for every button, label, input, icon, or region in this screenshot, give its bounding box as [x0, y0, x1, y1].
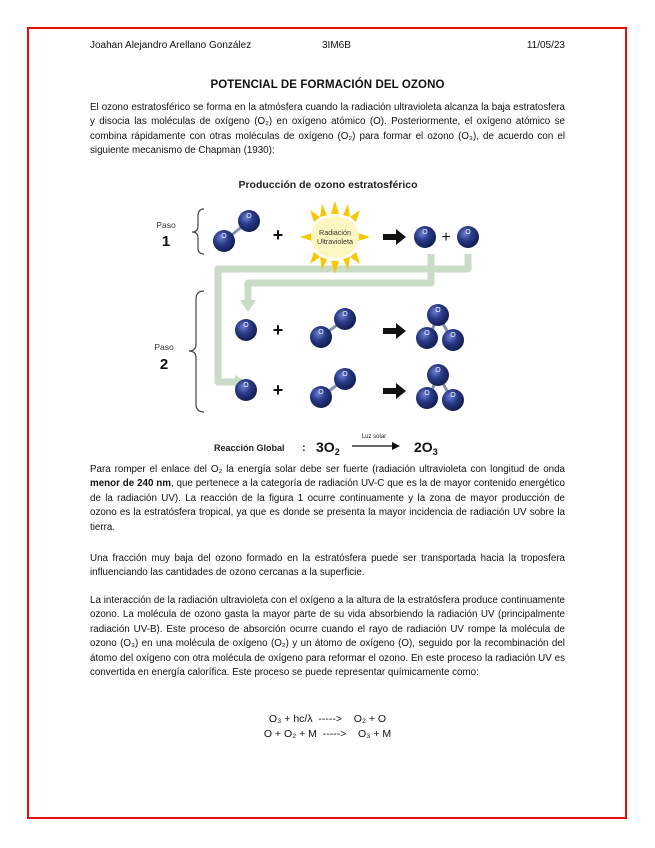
global-arrow-head: [392, 442, 400, 450]
page-header: [90, 40, 565, 54]
sun-label-line2: Ultravioleta: [317, 237, 353, 246]
svg-text:O: O: [422, 229, 428, 236]
global-reactant: $3O_2$: [316, 439, 340, 457]
svg-text:O: O: [450, 332, 456, 339]
svg-text:O: O: [342, 311, 348, 318]
step1-number: 1: [161, 233, 171, 250]
svg-text:O: O: [246, 213, 252, 220]
document-title: POTENCIAL DE FORMACIÓN DEL OZONO: [210, 79, 445, 91]
svg-text:O: O: [424, 330, 430, 337]
svg-text:O: O: [465, 229, 471, 236]
plus-sign: +: [272, 225, 284, 245]
flow-arrow-right: [248, 254, 431, 300]
svg-text:O: O: [243, 382, 249, 389]
svg-text:O: O: [342, 371, 348, 378]
reaction-arrow-3: [383, 383, 406, 399]
svg-text:O: O: [435, 307, 441, 314]
header-author: Joahan Alejandro Arellano González: [90, 40, 252, 51]
svg-text:O: O: [318, 389, 324, 396]
svg-text:O: O: [243, 322, 249, 329]
svg-text:O: O: [435, 367, 441, 374]
sun-label-line1: Radiación: [319, 228, 351, 237]
equation-1: O₃ + hc/λ -----> O₂ + O: [268, 713, 387, 725]
o2-molecule: [310, 308, 356, 348]
step2-number: 2: [159, 356, 169, 373]
step2-word: Paso: [154, 342, 174, 352]
oxygen-atom: [235, 319, 257, 341]
global-reaction-colon: :: [302, 442, 306, 454]
p2-text-before: Para romper el enlace del O₂ la energía solar debe ser fuerte (radiación ultravioleta con longitud de onda: [90, 464, 565, 475]
figure-title: Producción de ozono estratosférico: [238, 179, 418, 191]
o3-molecule: [416, 304, 464, 351]
header-group: 3IM6B: [322, 40, 351, 51]
oxygen-atom: [235, 379, 257, 401]
svg-text:O: O: [424, 390, 430, 397]
plus-sign: +: [272, 320, 284, 340]
step1-word: Paso: [156, 220, 176, 230]
paragraph-uv-energy: [90, 463, 565, 535]
oxygen-atom: [457, 226, 479, 248]
global-reaction-label: Reacción Global: [214, 443, 285, 453]
oxygen-atom: [414, 226, 436, 248]
reaction-arrow-2: [383, 323, 406, 339]
svg-text:O: O: [221, 233, 227, 240]
reaction-arrow-1: [383, 229, 406, 245]
brace-step1: [192, 209, 204, 254]
plus-sign: +: [272, 380, 284, 400]
flow-arrow-heads: [235, 300, 256, 389]
p2-bold-wavelength: menor de 240 nm: [90, 478, 171, 490]
plus-sign: +: [441, 229, 451, 246]
paragraph-uv-interaction: La interacción de la radiación ultravioleta con el oxígeno a la altura de la estratósfera produce continuamente ozono. La molécula de ozono gasta la mayor parte de su vida absorbiendo la radiación UV (principalmente radiación UV-B). Este proceso de absorción ocurre cuando el rayo de radiación UV rompe la molécula de ozono (O₃) en una molécula de oxígeno (O₂) y un átomo de oxígeno (O), seguido por la recombinación del átomo del oxígeno con otra molécula de oxígeno para reformar el ozono. En este proceso la radiación UV es convertida en energía calorífica. Este proceso se puede representar químicamente como:: [90, 595, 565, 679]
o3-molecule: [416, 364, 464, 411]
arrow-label-luz-solar: Luz solar: [361, 434, 387, 440]
ozone-production-figure: [138, 176, 518, 460]
o2-molecule: [310, 368, 356, 408]
svg-text:O: O: [318, 329, 324, 336]
paragraph-troposphere: Una fracción muy baja del ozono formado en la estratósfera puede ser transportada hacia la troposfera influenciando las cantidades de ozono cercanas a la superficie.: [90, 553, 565, 579]
header-date: 11/05/23: [526, 40, 565, 51]
global-product: $2O_3$: [414, 439, 438, 457]
o2-molecule: [213, 210, 260, 252]
equation-2: O + O₂ + M -----> O₃ + M: [263, 728, 392, 740]
paragraph-intro: El ozono estratosférico se forma en la atmósfera cuando la radiación ultravioleta alcanza la baja estratosfera y disocia las moléculas de oxígeno (O₂) en oxígeno atómico (O). Posteriormente, el oxígeno atómico se combina rápidamente con otras moléculas de oxígeno (O₂) para formar el ozono (O₃), de acuerdo con el siguiente mecanismo de Chapman (1930):: [90, 102, 565, 157]
svg-text:O: O: [450, 392, 456, 399]
brace-step2: [189, 291, 204, 412]
p2-text-after: , que pertenece a la categoría de radiación UV-C que es la de mayor contenido energético de la radiación UV). La reacción de la figura 1 ocurre continuamente y la zona de mayor producción de ozono es la estratósfera tropical, ya que es donde se presenta la mayor incidencia de radiación UV sobre la tierra.: [90, 478, 565, 533]
